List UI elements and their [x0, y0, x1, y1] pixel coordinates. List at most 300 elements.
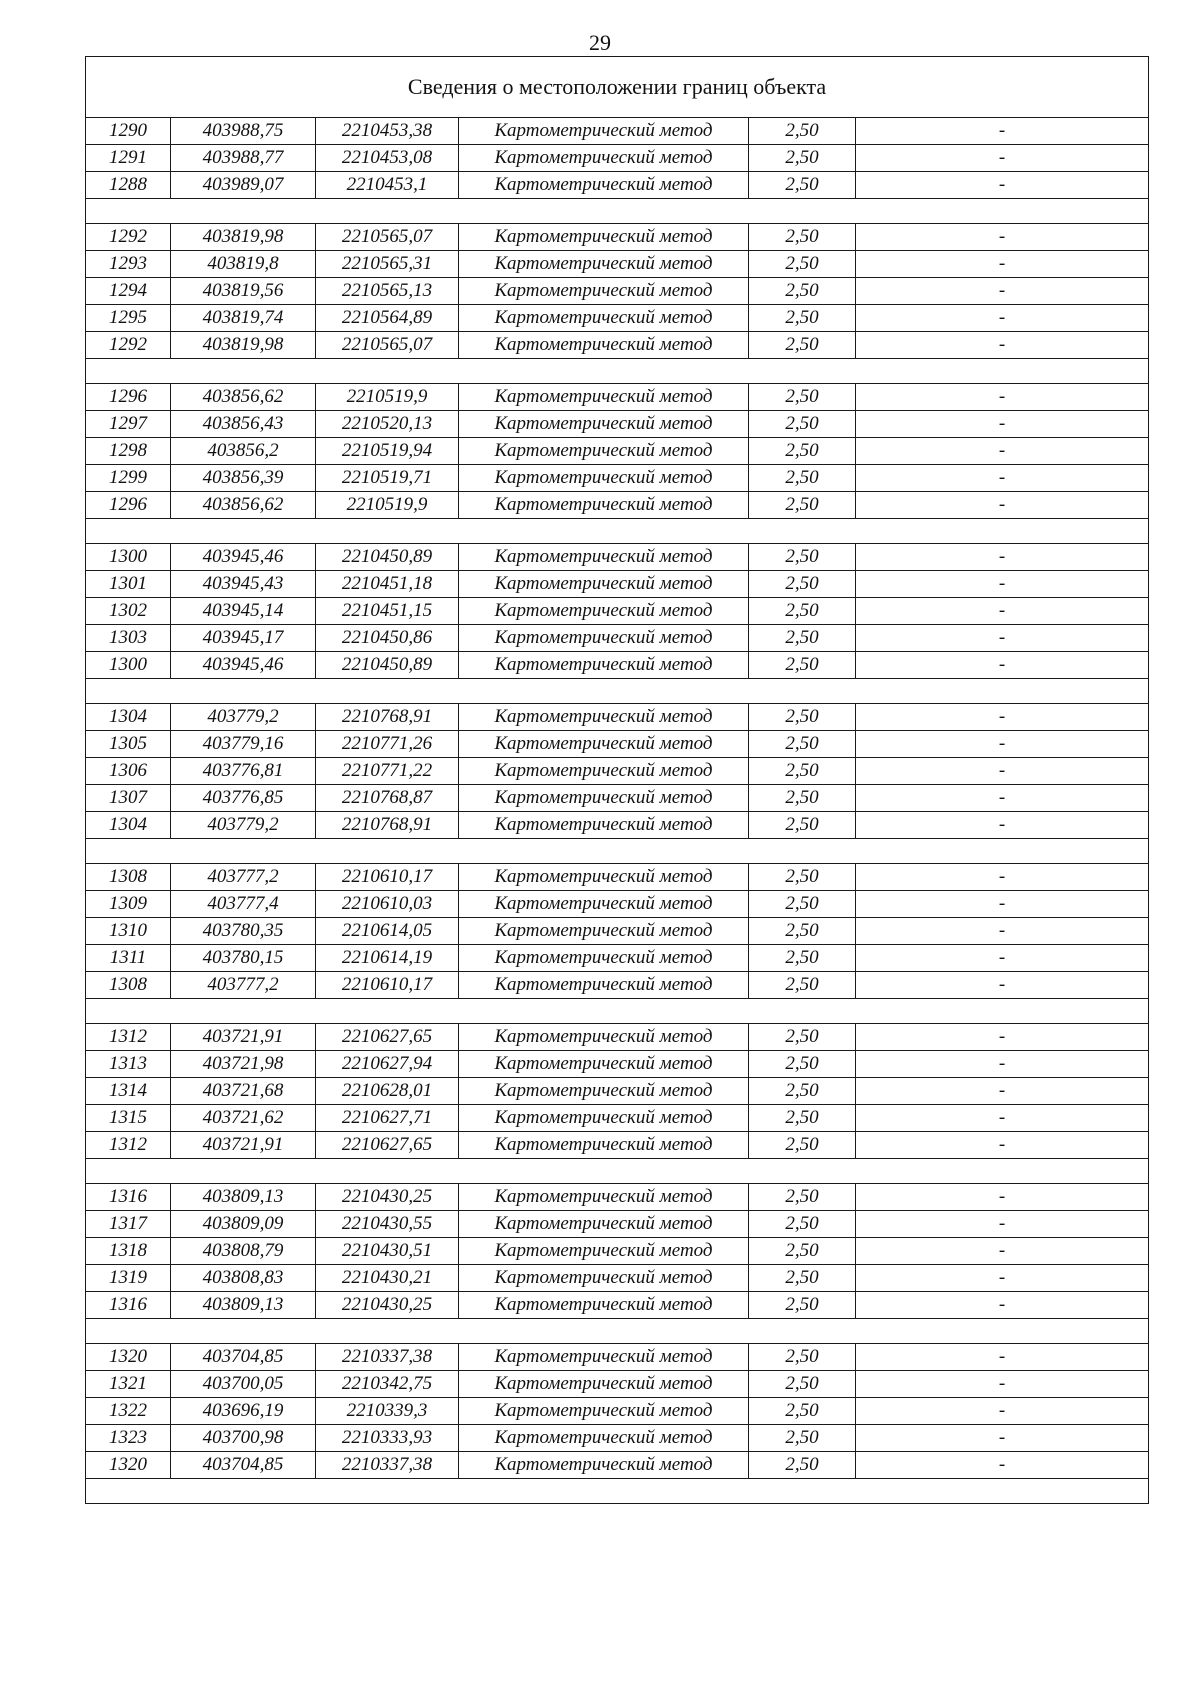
point-number-cell: 1308 [86, 864, 171, 891]
accuracy-cell: 2,50 [749, 1425, 856, 1452]
point-number-cell: 1309 [86, 891, 171, 918]
accuracy-cell: 2,50 [749, 1344, 856, 1371]
point-number-cell: 1299 [86, 465, 171, 492]
method-cell: Картометрический метод [459, 1184, 749, 1211]
accuracy-cell: 2,50 [749, 411, 856, 438]
description-cell: - [856, 758, 1149, 785]
description-cell: - [856, 598, 1149, 625]
method-cell: Картометрический метод [459, 1024, 749, 1051]
point-number-cell: 1314 [86, 1078, 171, 1105]
table-row [86, 972, 1149, 999]
accuracy-cell: 2,50 [749, 785, 856, 812]
table-body [86, 57, 1149, 1504]
x-coordinate-cell: 403945,46 [171, 652, 316, 679]
accuracy-cell: 2,50 [749, 438, 856, 465]
point-number-cell: 1319 [86, 1265, 171, 1292]
x-coordinate-cell: 403945,43 [171, 571, 316, 598]
x-coordinate-cell: 403819,98 [171, 224, 316, 251]
method-cell: Картометрический метод [459, 812, 749, 839]
x-coordinate-cell: 403856,2 [171, 438, 316, 465]
y-coordinate-cell: 2210771,22 [316, 758, 459, 785]
table-row [86, 1425, 1149, 1452]
method-cell: Картометрический метод [459, 598, 749, 625]
y-coordinate-cell: 2210453,08 [316, 145, 459, 172]
y-coordinate-cell: 2210453,1 [316, 172, 459, 199]
description-cell: - [856, 864, 1149, 891]
point-number-cell: 1316 [86, 1184, 171, 1211]
table-row [86, 598, 1149, 625]
table-row [86, 492, 1149, 519]
table-row [86, 1344, 1149, 1371]
accuracy-cell: 2,50 [749, 1292, 856, 1319]
description-cell: - [856, 1024, 1149, 1051]
description-cell: - [856, 812, 1149, 839]
description-cell: - [856, 625, 1149, 652]
y-coordinate-cell: 2210627,65 [316, 1024, 459, 1051]
x-coordinate-cell: 403704,85 [171, 1344, 316, 1371]
point-number-cell: 1292 [86, 224, 171, 251]
x-coordinate-cell: 403856,43 [171, 411, 316, 438]
description-cell: - [856, 145, 1149, 172]
description-cell: - [856, 251, 1149, 278]
empty-separator-cell [86, 359, 1149, 384]
point-number-cell: 1302 [86, 598, 171, 625]
description-cell: - [856, 731, 1149, 758]
point-number-cell: 1288 [86, 172, 171, 199]
point-number-cell: 1316 [86, 1292, 171, 1319]
point-number-cell: 1313 [86, 1051, 171, 1078]
group-separator-row [86, 1159, 1149, 1184]
accuracy-cell: 2,50 [749, 918, 856, 945]
x-coordinate-cell: 403945,46 [171, 544, 316, 571]
accuracy-cell: 2,50 [749, 251, 856, 278]
empty-separator-cell [86, 839, 1149, 864]
y-coordinate-cell: 2210430,25 [316, 1292, 459, 1319]
table-row [86, 1238, 1149, 1265]
point-number-cell: 1310 [86, 918, 171, 945]
accuracy-cell: 2,50 [749, 812, 856, 839]
table-row [86, 1265, 1149, 1292]
method-cell: Картометрический метод [459, 1078, 749, 1105]
table-row [86, 812, 1149, 839]
description-cell: - [856, 785, 1149, 812]
method-cell: Картометрический метод [459, 1398, 749, 1425]
method-cell: Картометрический метод [459, 1105, 749, 1132]
x-coordinate-cell: 403808,79 [171, 1238, 316, 1265]
y-coordinate-cell: 2210565,13 [316, 278, 459, 305]
accuracy-cell: 2,50 [749, 1051, 856, 1078]
description-cell: - [856, 1371, 1149, 1398]
y-coordinate-cell: 2210768,91 [316, 812, 459, 839]
method-cell: Картометрический метод [459, 918, 749, 945]
accuracy-cell: 2,50 [749, 571, 856, 598]
description-cell: - [856, 465, 1149, 492]
accuracy-cell: 2,50 [749, 492, 856, 519]
method-cell: Картометрический метод [459, 1265, 749, 1292]
table-row [86, 785, 1149, 812]
y-coordinate-cell: 2210342,75 [316, 1371, 459, 1398]
x-coordinate-cell: 403780,15 [171, 945, 316, 972]
method-cell: Картометрический метод [459, 731, 749, 758]
empty-separator-cell [86, 1319, 1149, 1344]
table-row [86, 145, 1149, 172]
description-cell: - [856, 1452, 1149, 1479]
method-cell: Картометрический метод [459, 411, 749, 438]
description-cell: - [856, 1238, 1149, 1265]
y-coordinate-cell: 2210768,87 [316, 785, 459, 812]
description-cell: - [856, 1265, 1149, 1292]
table-row [86, 1452, 1149, 1479]
table-row [86, 251, 1149, 278]
method-cell: Картометрический метод [459, 118, 749, 145]
x-coordinate-cell: 403721,91 [171, 1132, 316, 1159]
table-row [86, 332, 1149, 359]
x-coordinate-cell: 403779,16 [171, 731, 316, 758]
point-number-cell: 1315 [86, 1105, 171, 1132]
description-cell: - [856, 492, 1149, 519]
description-cell: - [856, 118, 1149, 145]
empty-separator-cell [86, 199, 1149, 224]
accuracy-cell: 2,50 [749, 1078, 856, 1105]
accuracy-cell: 2,50 [749, 1452, 856, 1479]
x-coordinate-cell: 403809,09 [171, 1211, 316, 1238]
y-coordinate-cell: 2210450,89 [316, 652, 459, 679]
point-number-cell: 1290 [86, 118, 171, 145]
method-cell: Картометрический метод [459, 1292, 749, 1319]
method-cell: Картометрический метод [459, 945, 749, 972]
method-cell: Картометрический метод [459, 384, 749, 411]
table-row [86, 731, 1149, 758]
point-number-cell: 1307 [86, 785, 171, 812]
x-coordinate-cell: 403700,98 [171, 1425, 316, 1452]
y-coordinate-cell: 2210771,26 [316, 731, 459, 758]
description-cell: - [856, 438, 1149, 465]
table-row [86, 465, 1149, 492]
y-coordinate-cell: 2210610,03 [316, 891, 459, 918]
table-row [86, 864, 1149, 891]
accuracy-cell: 2,50 [749, 1105, 856, 1132]
table-row [86, 652, 1149, 679]
accuracy-cell: 2,50 [749, 305, 856, 332]
table-row [86, 1292, 1149, 1319]
description-cell: - [856, 945, 1149, 972]
x-coordinate-cell: 403819,74 [171, 305, 316, 332]
y-coordinate-cell: 2210614,19 [316, 945, 459, 972]
y-coordinate-cell: 2210520,13 [316, 411, 459, 438]
x-coordinate-cell: 403780,35 [171, 918, 316, 945]
point-number-cell: 1320 [86, 1344, 171, 1371]
point-number-cell: 1296 [86, 492, 171, 519]
y-coordinate-cell: 2210450,89 [316, 544, 459, 571]
description-cell: - [856, 1211, 1149, 1238]
y-coordinate-cell: 2210627,94 [316, 1051, 459, 1078]
x-coordinate-cell: 403777,4 [171, 891, 316, 918]
y-coordinate-cell: 2210451,15 [316, 598, 459, 625]
x-coordinate-cell: 403777,2 [171, 864, 316, 891]
point-number-cell: 1317 [86, 1211, 171, 1238]
group-separator-row [86, 1479, 1149, 1504]
empty-separator-cell [86, 999, 1149, 1024]
x-coordinate-cell: 403700,05 [171, 1371, 316, 1398]
method-cell: Картометрический метод [459, 305, 749, 332]
accuracy-cell: 2,50 [749, 172, 856, 199]
table-row [86, 172, 1149, 199]
table-row [86, 411, 1149, 438]
point-number-cell: 1321 [86, 1371, 171, 1398]
accuracy-cell: 2,50 [749, 864, 856, 891]
method-cell: Картометрический метод [459, 864, 749, 891]
point-number-cell: 1301 [86, 571, 171, 598]
point-number-cell: 1305 [86, 731, 171, 758]
accuracy-cell: 2,50 [749, 652, 856, 679]
point-number-cell: 1312 [86, 1132, 171, 1159]
x-coordinate-cell: 403779,2 [171, 704, 316, 731]
table-row [86, 305, 1149, 332]
point-number-cell: 1296 [86, 384, 171, 411]
table-row [86, 1024, 1149, 1051]
method-cell: Картометрический метод [459, 758, 749, 785]
y-coordinate-cell: 2210519,71 [316, 465, 459, 492]
y-coordinate-cell: 2210519,9 [316, 492, 459, 519]
method-cell: Картометрический метод [459, 251, 749, 278]
table-title: Сведения о местоположении границ объекта [86, 57, 1149, 118]
accuracy-cell: 2,50 [749, 278, 856, 305]
point-number-cell: 1304 [86, 704, 171, 731]
point-number-cell: 1322 [86, 1398, 171, 1425]
accuracy-cell: 2,50 [749, 1211, 856, 1238]
method-cell: Картометрический метод [459, 145, 749, 172]
method-cell: Картометрический метод [459, 652, 749, 679]
y-coordinate-cell: 2210565,31 [316, 251, 459, 278]
point-number-cell: 1312 [86, 1024, 171, 1051]
description-cell: - [856, 571, 1149, 598]
table-row [86, 571, 1149, 598]
boundary-coordinates-table [85, 56, 1149, 1504]
group-separator-row [86, 839, 1149, 864]
point-number-cell: 1300 [86, 544, 171, 571]
table-row [86, 1371, 1149, 1398]
table-row [86, 118, 1149, 145]
x-coordinate-cell: 403856,39 [171, 465, 316, 492]
description-cell: - [856, 1051, 1149, 1078]
x-coordinate-cell: 403777,2 [171, 972, 316, 999]
method-cell: Картометрический метод [459, 891, 749, 918]
y-coordinate-cell: 2210627,71 [316, 1105, 459, 1132]
y-coordinate-cell: 2210628,01 [316, 1078, 459, 1105]
x-coordinate-cell: 403776,85 [171, 785, 316, 812]
point-number-cell: 1291 [86, 145, 171, 172]
table-row [86, 1184, 1149, 1211]
table-row [86, 1051, 1149, 1078]
description-cell: - [856, 1105, 1149, 1132]
point-number-cell: 1318 [86, 1238, 171, 1265]
accuracy-cell: 2,50 [749, 598, 856, 625]
table-row [86, 384, 1149, 411]
x-coordinate-cell: 403721,91 [171, 1024, 316, 1051]
method-cell: Картометрический метод [459, 224, 749, 251]
point-number-cell: 1308 [86, 972, 171, 999]
y-coordinate-cell: 2210453,38 [316, 118, 459, 145]
description-cell: - [856, 1078, 1149, 1105]
x-coordinate-cell: 403988,75 [171, 118, 316, 145]
description-cell: - [856, 278, 1149, 305]
y-coordinate-cell: 2210337,38 [316, 1344, 459, 1371]
method-cell: Картометрический метод [459, 1344, 749, 1371]
description-cell: - [856, 1398, 1149, 1425]
description-cell: - [856, 224, 1149, 251]
empty-separator-cell [86, 519, 1149, 544]
table-row [86, 625, 1149, 652]
empty-separator-cell [86, 679, 1149, 704]
accuracy-cell: 2,50 [749, 384, 856, 411]
accuracy-cell: 2,50 [749, 1024, 856, 1051]
table-row [86, 1398, 1149, 1425]
group-separator-row [86, 359, 1149, 384]
accuracy-cell: 2,50 [749, 1238, 856, 1265]
method-cell: Картометрический метод [459, 492, 749, 519]
x-coordinate-cell: 403779,2 [171, 812, 316, 839]
x-coordinate-cell: 403721,68 [171, 1078, 316, 1105]
table-row [86, 1211, 1149, 1238]
y-coordinate-cell: 2210430,51 [316, 1238, 459, 1265]
method-cell: Картометрический метод [459, 1452, 749, 1479]
table-row [86, 278, 1149, 305]
description-cell: - [856, 1425, 1149, 1452]
y-coordinate-cell: 2210519,94 [316, 438, 459, 465]
y-coordinate-cell: 2210627,65 [316, 1132, 459, 1159]
x-coordinate-cell: 403808,83 [171, 1265, 316, 1292]
y-coordinate-cell: 2210565,07 [316, 332, 459, 359]
table-row [86, 1078, 1149, 1105]
point-number-cell: 1320 [86, 1452, 171, 1479]
x-coordinate-cell: 403809,13 [171, 1292, 316, 1319]
accuracy-cell: 2,50 [749, 1398, 856, 1425]
description-cell: - [856, 1292, 1149, 1319]
accuracy-cell: 2,50 [749, 544, 856, 571]
y-coordinate-cell: 2210564,89 [316, 305, 459, 332]
accuracy-cell: 2,50 [749, 332, 856, 359]
group-separator-row [86, 1319, 1149, 1344]
y-coordinate-cell: 2210333,93 [316, 1425, 459, 1452]
point-number-cell: 1323 [86, 1425, 171, 1452]
point-number-cell: 1298 [86, 438, 171, 465]
group-separator-row [86, 199, 1149, 224]
method-cell: Картометрический метод [459, 1238, 749, 1265]
x-coordinate-cell: 403809,13 [171, 1184, 316, 1211]
x-coordinate-cell: 403856,62 [171, 492, 316, 519]
accuracy-cell: 2,50 [749, 118, 856, 145]
description-cell: - [856, 652, 1149, 679]
point-number-cell: 1293 [86, 251, 171, 278]
empty-separator-cell [86, 1159, 1149, 1184]
x-coordinate-cell: 403721,98 [171, 1051, 316, 1078]
point-number-cell: 1300 [86, 652, 171, 679]
method-cell: Картометрический метод [459, 1211, 749, 1238]
group-separator-row [86, 519, 1149, 544]
table-row [86, 945, 1149, 972]
point-number-cell: 1311 [86, 945, 171, 972]
x-coordinate-cell: 403856,62 [171, 384, 316, 411]
x-coordinate-cell: 403819,56 [171, 278, 316, 305]
point-number-cell: 1295 [86, 305, 171, 332]
x-coordinate-cell: 403776,81 [171, 758, 316, 785]
method-cell: Картометрический метод [459, 438, 749, 465]
title-row [86, 57, 1149, 118]
group-separator-row [86, 999, 1149, 1024]
y-coordinate-cell: 2210451,18 [316, 571, 459, 598]
accuracy-cell: 2,50 [749, 1184, 856, 1211]
method-cell: Картометрический метод [459, 1425, 749, 1452]
table-row [86, 224, 1149, 251]
x-coordinate-cell: 403819,8 [171, 251, 316, 278]
method-cell: Картометрический метод [459, 785, 749, 812]
y-coordinate-cell: 2210614,05 [316, 918, 459, 945]
method-cell: Картометрический метод [459, 172, 749, 199]
y-coordinate-cell: 2210430,25 [316, 1184, 459, 1211]
y-coordinate-cell: 2210339,3 [316, 1398, 459, 1425]
table-row [86, 1105, 1149, 1132]
point-number-cell: 1304 [86, 812, 171, 839]
y-coordinate-cell: 2210450,86 [316, 625, 459, 652]
method-cell: Картометрический метод [459, 1371, 749, 1398]
y-coordinate-cell: 2210565,07 [316, 224, 459, 251]
description-cell: - [856, 704, 1149, 731]
accuracy-cell: 2,50 [749, 731, 856, 758]
description-cell: - [856, 411, 1149, 438]
accuracy-cell: 2,50 [749, 625, 856, 652]
method-cell: Картометрический метод [459, 1051, 749, 1078]
method-cell: Картометрический метод [459, 571, 749, 598]
accuracy-cell: 2,50 [749, 972, 856, 999]
accuracy-cell: 2,50 [749, 1265, 856, 1292]
y-coordinate-cell: 2210430,55 [316, 1211, 459, 1238]
accuracy-cell: 2,50 [749, 1371, 856, 1398]
method-cell: Картометрический метод [459, 972, 749, 999]
description-cell: - [856, 305, 1149, 332]
description-cell: - [856, 384, 1149, 411]
accuracy-cell: 2,50 [749, 758, 856, 785]
description-cell: - [856, 332, 1149, 359]
y-coordinate-cell: 2210610,17 [316, 972, 459, 999]
accuracy-cell: 2,50 [749, 1132, 856, 1159]
description-cell: - [856, 918, 1149, 945]
x-coordinate-cell: 403696,19 [171, 1398, 316, 1425]
table-row [86, 544, 1149, 571]
x-coordinate-cell: 403945,14 [171, 598, 316, 625]
y-coordinate-cell: 2210610,17 [316, 864, 459, 891]
point-number-cell: 1303 [86, 625, 171, 652]
method-cell: Картометрический метод [459, 278, 749, 305]
description-cell: - [856, 1184, 1149, 1211]
method-cell: Картометрический метод [459, 465, 749, 492]
table-row [86, 704, 1149, 731]
description-cell: - [856, 1344, 1149, 1371]
method-cell: Картометрический метод [459, 704, 749, 731]
page-number: 29 [589, 30, 611, 55]
table-row [86, 918, 1149, 945]
accuracy-cell: 2,50 [749, 704, 856, 731]
accuracy-cell: 2,50 [749, 891, 856, 918]
description-cell: - [856, 544, 1149, 571]
accuracy-cell: 2,50 [749, 145, 856, 172]
y-coordinate-cell: 2210337,38 [316, 1452, 459, 1479]
description-cell: - [856, 1132, 1149, 1159]
method-cell: Картометрический метод [459, 625, 749, 652]
description-cell: - [856, 172, 1149, 199]
accuracy-cell: 2,50 [749, 945, 856, 972]
method-cell: Картометрический метод [459, 1132, 749, 1159]
x-coordinate-cell: 403988,77 [171, 145, 316, 172]
